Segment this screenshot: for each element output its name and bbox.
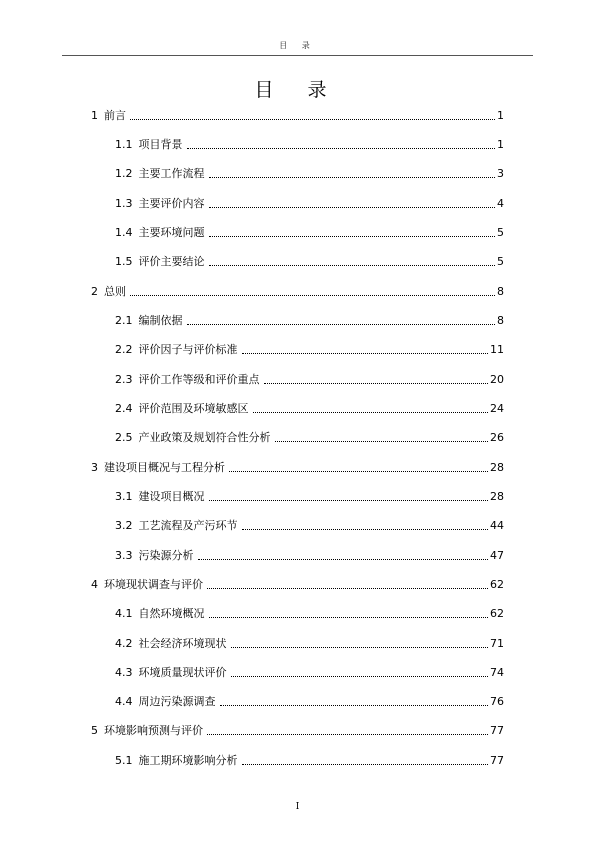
toc-entry-number: 2.3 [115, 373, 133, 386]
toc-entry-page: 62 [490, 607, 504, 620]
toc-entry-title: 主要环境问题 [138, 226, 205, 239]
toc-entry-page: 8 [497, 285, 504, 298]
toc-entry-title: 自然环境概况 [138, 607, 205, 620]
toc-entry-page: 4 [497, 197, 504, 210]
toc-entry[interactable] [115, 165, 504, 181]
toc-entry[interactable] [115, 664, 504, 680]
toc-entry-page: 20 [490, 373, 504, 386]
toc-entry-number: 3.2 [115, 519, 133, 532]
page-number: I [295, 802, 300, 812]
dot-leader [130, 294, 495, 296]
toc-entry-page: 47 [490, 549, 504, 562]
toc-entry[interactable] [91, 107, 504, 123]
toc-entry[interactable] [91, 722, 504, 738]
dot-leader [220, 704, 489, 706]
toc-entry-page: 1 [497, 138, 504, 151]
toc-entry-number: 2.1 [115, 314, 133, 327]
toc-entry-page: 71 [490, 637, 504, 650]
toc-entry-number: 2 [91, 285, 98, 298]
toc-entry[interactable] [115, 312, 504, 328]
toc-entry[interactable] [115, 253, 504, 269]
toc-entry-number: 4 [91, 578, 98, 591]
toc-entry-title: 评价工作等级和评价重点 [138, 373, 260, 386]
toc-entry-number: 2.4 [115, 402, 133, 415]
dot-leader [207, 733, 488, 735]
toc-entry-title: 环境质量现状评价 [138, 666, 227, 679]
toc-entry[interactable] [115, 488, 504, 504]
toc-entry-number: 1.3 [115, 197, 133, 210]
toc-entry[interactable] [115, 517, 504, 533]
toc-entry-number: 3.1 [115, 490, 133, 503]
toc-entry-number: 1.1 [115, 138, 133, 151]
toc-entry-page: 77 [490, 724, 504, 737]
dot-leader [209, 264, 496, 266]
toc-entry-number: 4.4 [115, 695, 133, 708]
toc-entry-number: 4.1 [115, 607, 133, 620]
dot-leader [209, 206, 496, 208]
toc-entry-page: 24 [490, 402, 504, 415]
dot-leader [209, 616, 489, 618]
dot-leader [207, 587, 488, 589]
toc-entry[interactable] [115, 136, 504, 152]
toc-entry-title: 编制依据 [138, 314, 183, 327]
toc-entry-title: 产业政策及规划符合性分析 [138, 431, 271, 444]
dot-leader [242, 763, 489, 765]
toc-entry[interactable] [115, 371, 504, 387]
toc-entry-title: 环境现状调查与评价 [104, 578, 203, 591]
toc-entry-title: 前言 [104, 109, 126, 122]
toc-entry-number: 4.3 [115, 666, 133, 679]
toc-entry-page: 8 [497, 314, 504, 327]
toc-entry[interactable] [115, 341, 504, 357]
toc-entry[interactable] [91, 459, 504, 475]
toc-entry[interactable] [115, 400, 504, 416]
toc-entry-number: 2.5 [115, 431, 133, 444]
toc-entry-page: 5 [497, 255, 504, 268]
toc-entry-title: 项目背景 [138, 138, 183, 151]
dot-leader [229, 470, 488, 472]
toc-entry-number: 3 [91, 461, 98, 474]
toc-entry-number: 1.2 [115, 167, 133, 180]
toc-entry-title: 施工期环境影响分析 [138, 754, 238, 767]
toc-entry-number: 3.3 [115, 549, 133, 562]
toc-entry-title: 周边污染源调查 [138, 695, 216, 708]
toc-entry-title: 评价范围及环境敏感区 [138, 402, 249, 415]
toc-entry-title: 总则 [104, 285, 126, 298]
toc-entry-page: 62 [490, 578, 504, 591]
toc-entry-number: 2.2 [115, 343, 133, 356]
dot-leader [231, 675, 489, 677]
toc-entry[interactable] [91, 283, 504, 299]
dot-leader [209, 176, 496, 178]
toc-entry-page: 11 [490, 343, 504, 356]
toc-entry-title: 主要工作流程 [138, 167, 205, 180]
toc-entry[interactable] [115, 605, 504, 621]
dot-leader [264, 382, 489, 384]
toc-entry[interactable] [115, 547, 504, 563]
toc-entry-number: 5 [91, 724, 98, 737]
toc-entry-page: 3 [497, 167, 504, 180]
dot-leader [187, 147, 496, 149]
toc-entry-page: 26 [490, 431, 504, 444]
toc-entry[interactable] [115, 195, 504, 211]
header-rule [62, 55, 533, 56]
toc-entry[interactable] [115, 693, 504, 709]
dot-leader [242, 352, 489, 354]
toc-entry[interactable] [115, 429, 504, 445]
dot-leader [209, 235, 496, 237]
toc-entry-number: 4.2 [115, 637, 133, 650]
toc-entry-number: 5.1 [115, 754, 133, 767]
dot-leader [187, 323, 496, 325]
toc-entry-page: 74 [490, 666, 504, 679]
toc-entry-page: 77 [490, 754, 504, 767]
toc-entry-page: 44 [490, 519, 504, 532]
toc-entry-number: 1.5 [115, 255, 133, 268]
dot-leader [275, 440, 489, 442]
dot-leader [242, 528, 489, 530]
toc-entry-title: 污染源分析 [138, 549, 194, 562]
running-header: 目 录 [279, 41, 316, 50]
toc-entry-page: 1 [497, 109, 504, 122]
page-title: 目 录 [254, 79, 341, 101]
toc-entry-number: 1.4 [115, 226, 133, 239]
toc-entry-title: 工艺流程及产污环节 [138, 519, 238, 532]
toc-entry-title: 建设项目概况与工程分析 [104, 461, 225, 474]
toc-entry-number: 1 [91, 109, 98, 122]
toc-entry-title: 主要评价内容 [138, 197, 205, 210]
toc-entry-title: 环境影响预测与评价 [104, 724, 203, 737]
toc-entry-page: 28 [490, 490, 504, 503]
toc-entry-title: 评价因子与评价标准 [138, 343, 238, 356]
toc-entry-page: 28 [490, 461, 504, 474]
toc-entry[interactable] [115, 752, 504, 768]
dot-leader [231, 646, 489, 648]
dot-leader [130, 118, 495, 120]
toc-entry-title: 社会经济环境现状 [138, 637, 227, 650]
dot-leader [253, 411, 489, 413]
dot-leader [198, 558, 489, 560]
toc-entry-title: 评价主要结论 [138, 255, 205, 268]
toc-entry-page: 5 [497, 226, 504, 239]
dot-leader [209, 499, 489, 501]
toc-entry-page: 76 [490, 695, 504, 708]
toc-entry[interactable] [115, 635, 504, 651]
toc-entry-title: 建设项目概况 [138, 490, 205, 503]
toc-entry[interactable] [115, 224, 504, 240]
toc-entry[interactable] [91, 576, 504, 592]
